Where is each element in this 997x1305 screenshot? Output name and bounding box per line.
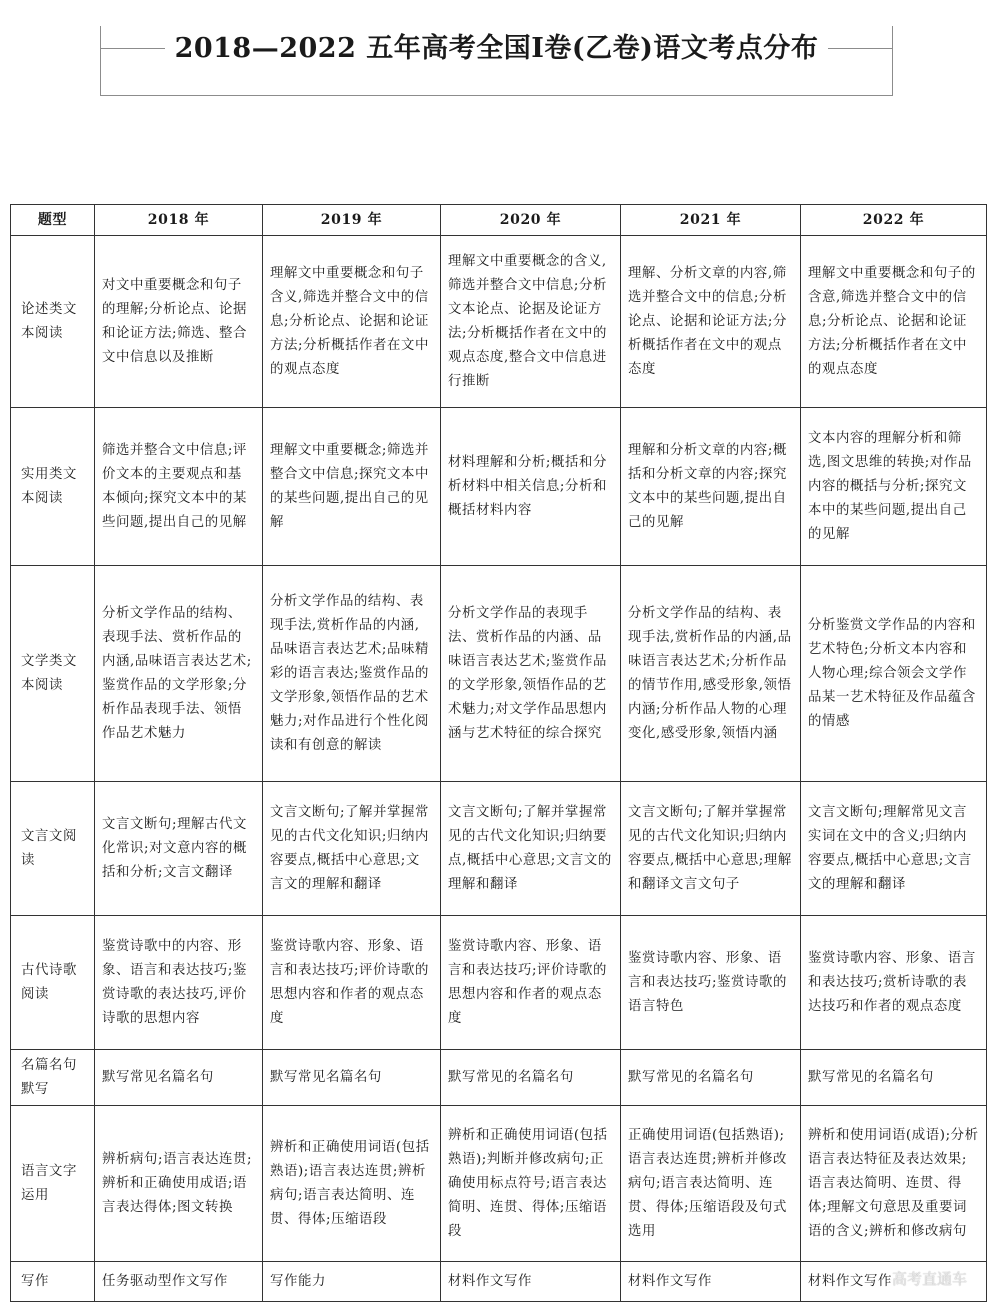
page-title: 2018—2022 五年高考全国Ⅰ卷(乙卷)语文考点分布 [101,26,892,65]
table-cell: 默写常见名篇名句 [95,1050,263,1106]
table-cell: 材料作文写作 [621,1262,801,1302]
table-cell: 任务驱动型作文写作 [95,1262,263,1302]
table-cell: 材料作文写作 [801,1262,987,1302]
table-cell: 材料理解和分析;概括和分析材料中相关信息;分析和概括材料内容 [441,408,621,566]
table-cell: 辨析和正确使用词语(包括熟语);语言表达连贯;辨析病句;语言表达简明、连贯、得体;压缩语段 [263,1106,441,1262]
watermark: 高考直通车 [891,1270,967,1288]
table-row [11,1262,987,1302]
table-cell: 正确使用词语(包括熟语);语言表达连贯;辨析并修改病句;语言表达简明、连贯、得体;压缩语段及句式选用 [621,1106,801,1262]
table-row [11,566,987,782]
table-cell: 理解、分析文章的内容,筛选并整合文中的信息;分析论点、论据和论证方法;分析概括作者在文中的观点态度 [621,236,801,408]
row-type: 写作 [11,1262,95,1302]
row-type: 实用类文本阅读 [11,408,95,566]
header-2021: 2021 年 [621,205,801,236]
row-type: 文言文阅读 [11,782,95,916]
table-cell: 分析文学作品的表现手法、赏析作品的内涵、品味语言表达艺术;鉴赏作品的文学形象,领悟作品的艺术魅力;对文学作品思想内涵与艺术特征的综合探究 [441,566,621,782]
table-cell: 文言文断句;理解常见文言实词在文中的含义;归纳内容要点,概括中心意思;文言文的理解和翻译 [801,782,987,916]
row-type: 语言文字运用 [11,1106,95,1262]
table-cell: 理解文中重要概念;筛选并整合文中信息;探究文本中的某些问题,提出自己的见解 [263,408,441,566]
header-2018: 2018 年 [95,205,263,236]
table-row [11,916,987,1050]
table-row [11,1106,987,1262]
table-cell: 对文中重要概念和句子的理解;分析论点、论据和论证方法;筛选、整合文中信息以及推断 [95,236,263,408]
table-cell: 鉴赏诗歌中的内容、形象、语言和表达技巧;鉴赏诗歌的表达技巧,评价诗歌的思想内容 [95,916,263,1050]
table-cell: 鉴赏诗歌内容、形象、语言和表达技巧;赏析诗歌的表达技巧和作者的观点态度 [801,916,987,1050]
row-type: 论述类文本阅读 [11,236,95,408]
header-2022: 2022 年 [801,205,987,236]
table-cell: 写作能力 [263,1262,441,1302]
table-cell: 文言文断句;了解并掌握常见的古代文化知识;归纳内容要点,概括中心意思;理解和翻译文言文句子 [621,782,801,916]
table-row [11,408,987,566]
header-2020: 2020 年 [441,205,621,236]
title-frame [100,26,893,96]
row-type: 古代诗歌阅读 [11,916,95,1050]
table-cell: 分析鉴赏文学作品的内容和艺术特色;分析文本内容和人物心理;综合领会文学作品某一艺术特征及作品蕴含的情感 [801,566,987,782]
table-cell: 理解文中重要概念和句子含义,筛选并整合文中的信息;分析论点、论据和论证方法;分析概括作者在文中的观点态度 [263,236,441,408]
table-cell: 默写常见名篇名句 [263,1050,441,1106]
table-cell: 理解和分析文章的内容;概括和分析文章的内容;探究文本中的某些问题,提出自己的见解 [621,408,801,566]
header-type: 题型 [11,205,95,236]
table-cell: 筛选并整合文中信息;评价文本的主要观点和基本倾向;探究文本中的某些问题,提出自己的见解 [95,408,263,566]
table-cell: 默写常见的名篇名句 [801,1050,987,1106]
table-cell: 辨析和正确使用词语(包括熟语);判断并修改病句;正确使用标点符号;语言表达简明、连贯、得体;压缩语段 [441,1106,621,1262]
header-2019: 2019 年 [263,205,441,236]
table-cell: 材料作文写作 [441,1262,621,1302]
table-cell: 默写常见的名篇名句 [621,1050,801,1106]
table-row [11,1050,987,1106]
table-cell: 鉴赏诗歌内容、形象、语言和表达技巧;鉴赏诗歌的语言特色 [621,916,801,1050]
table-cell: 文言文断句;理解古代文化常识;对文意内容的概括和分析;文言文翻译 [95,782,263,916]
table-cell: 默写常见的名篇名句 [441,1050,621,1106]
table-cell: 分析文学作品的结构、表现手法,赏析作品的内涵,品味语言表达艺术;品味精彩的语言表达;鉴赏作品的文学形象,领悟作品的艺术魅力;对作品进行个性化阅读和有创意的解读 [263,566,441,782]
header-row [11,205,987,236]
table-cell: 分析文学作品的结构、表现手法、赏析作品的内涵,品味语言表达艺术;鉴赏作品的文学形象;分析作品表现手法、领悟作品艺术魅力 [95,566,263,782]
table-cell: 文本内容的理解分析和筛选,图文思维的转换;对作品内容的概括与分析;探究文本中的某些问题,提出自己的见解 [801,408,987,566]
table-cell: 理解文中重要概念和句子的含意,筛选并整合文中的信息;分析论点、论据和论证方法;分析概括作者在文中的观点态度 [801,236,987,408]
table-cell: 分析文学作品的结构、表现手法,赏析作品的内涵,品味语言表达艺术;分析作品的情节作用,感受形象,领悟内涵;分析作品人物的心理变化,感受形象,领悟内涵 [621,566,801,782]
table-cell: 辨析病句;语言表达连贯;辨析和正确使用成语;语言表达得体;图文转换 [95,1106,263,1262]
table-row [11,782,987,916]
table-cell: 辨析和使用词语(成语);分析语言表达特征及表达效果;语言表达简明、连贯、得体;理解文句意思及重要词语的含义;辨析和修改病句 [801,1106,987,1262]
exam-topic-table [10,204,987,1302]
table-cell: 鉴赏诗歌内容、形象、语言和表达技巧;评价诗歌的思想内容和作者的观点态度 [441,916,621,1050]
table-cell: 理解文中重要概念的含义,筛选并整合文中信息;分析文本论点、论据及论证方法;分析概括作者在文中的观点态度,整合文中信息进行推断 [441,236,621,408]
row-type: 文学类文本阅读 [11,566,95,782]
table-row [11,236,987,408]
table-cell: 鉴赏诗歌内容、形象、语言和表达技巧;评价诗歌的思想内容和作者的观点态度 [263,916,441,1050]
table-cell: 文言文断句;了解并掌握常见的古代文化知识;归纳内容要点,概括中心意思;文言文的理解和翻译 [263,782,441,916]
row-type: 名篇名句默写 [11,1050,95,1106]
table-cell: 文言文断句;了解并掌握常见的古代文化知识;归纳要点,概括中心意思;文言文的理解和翻译 [441,782,621,916]
